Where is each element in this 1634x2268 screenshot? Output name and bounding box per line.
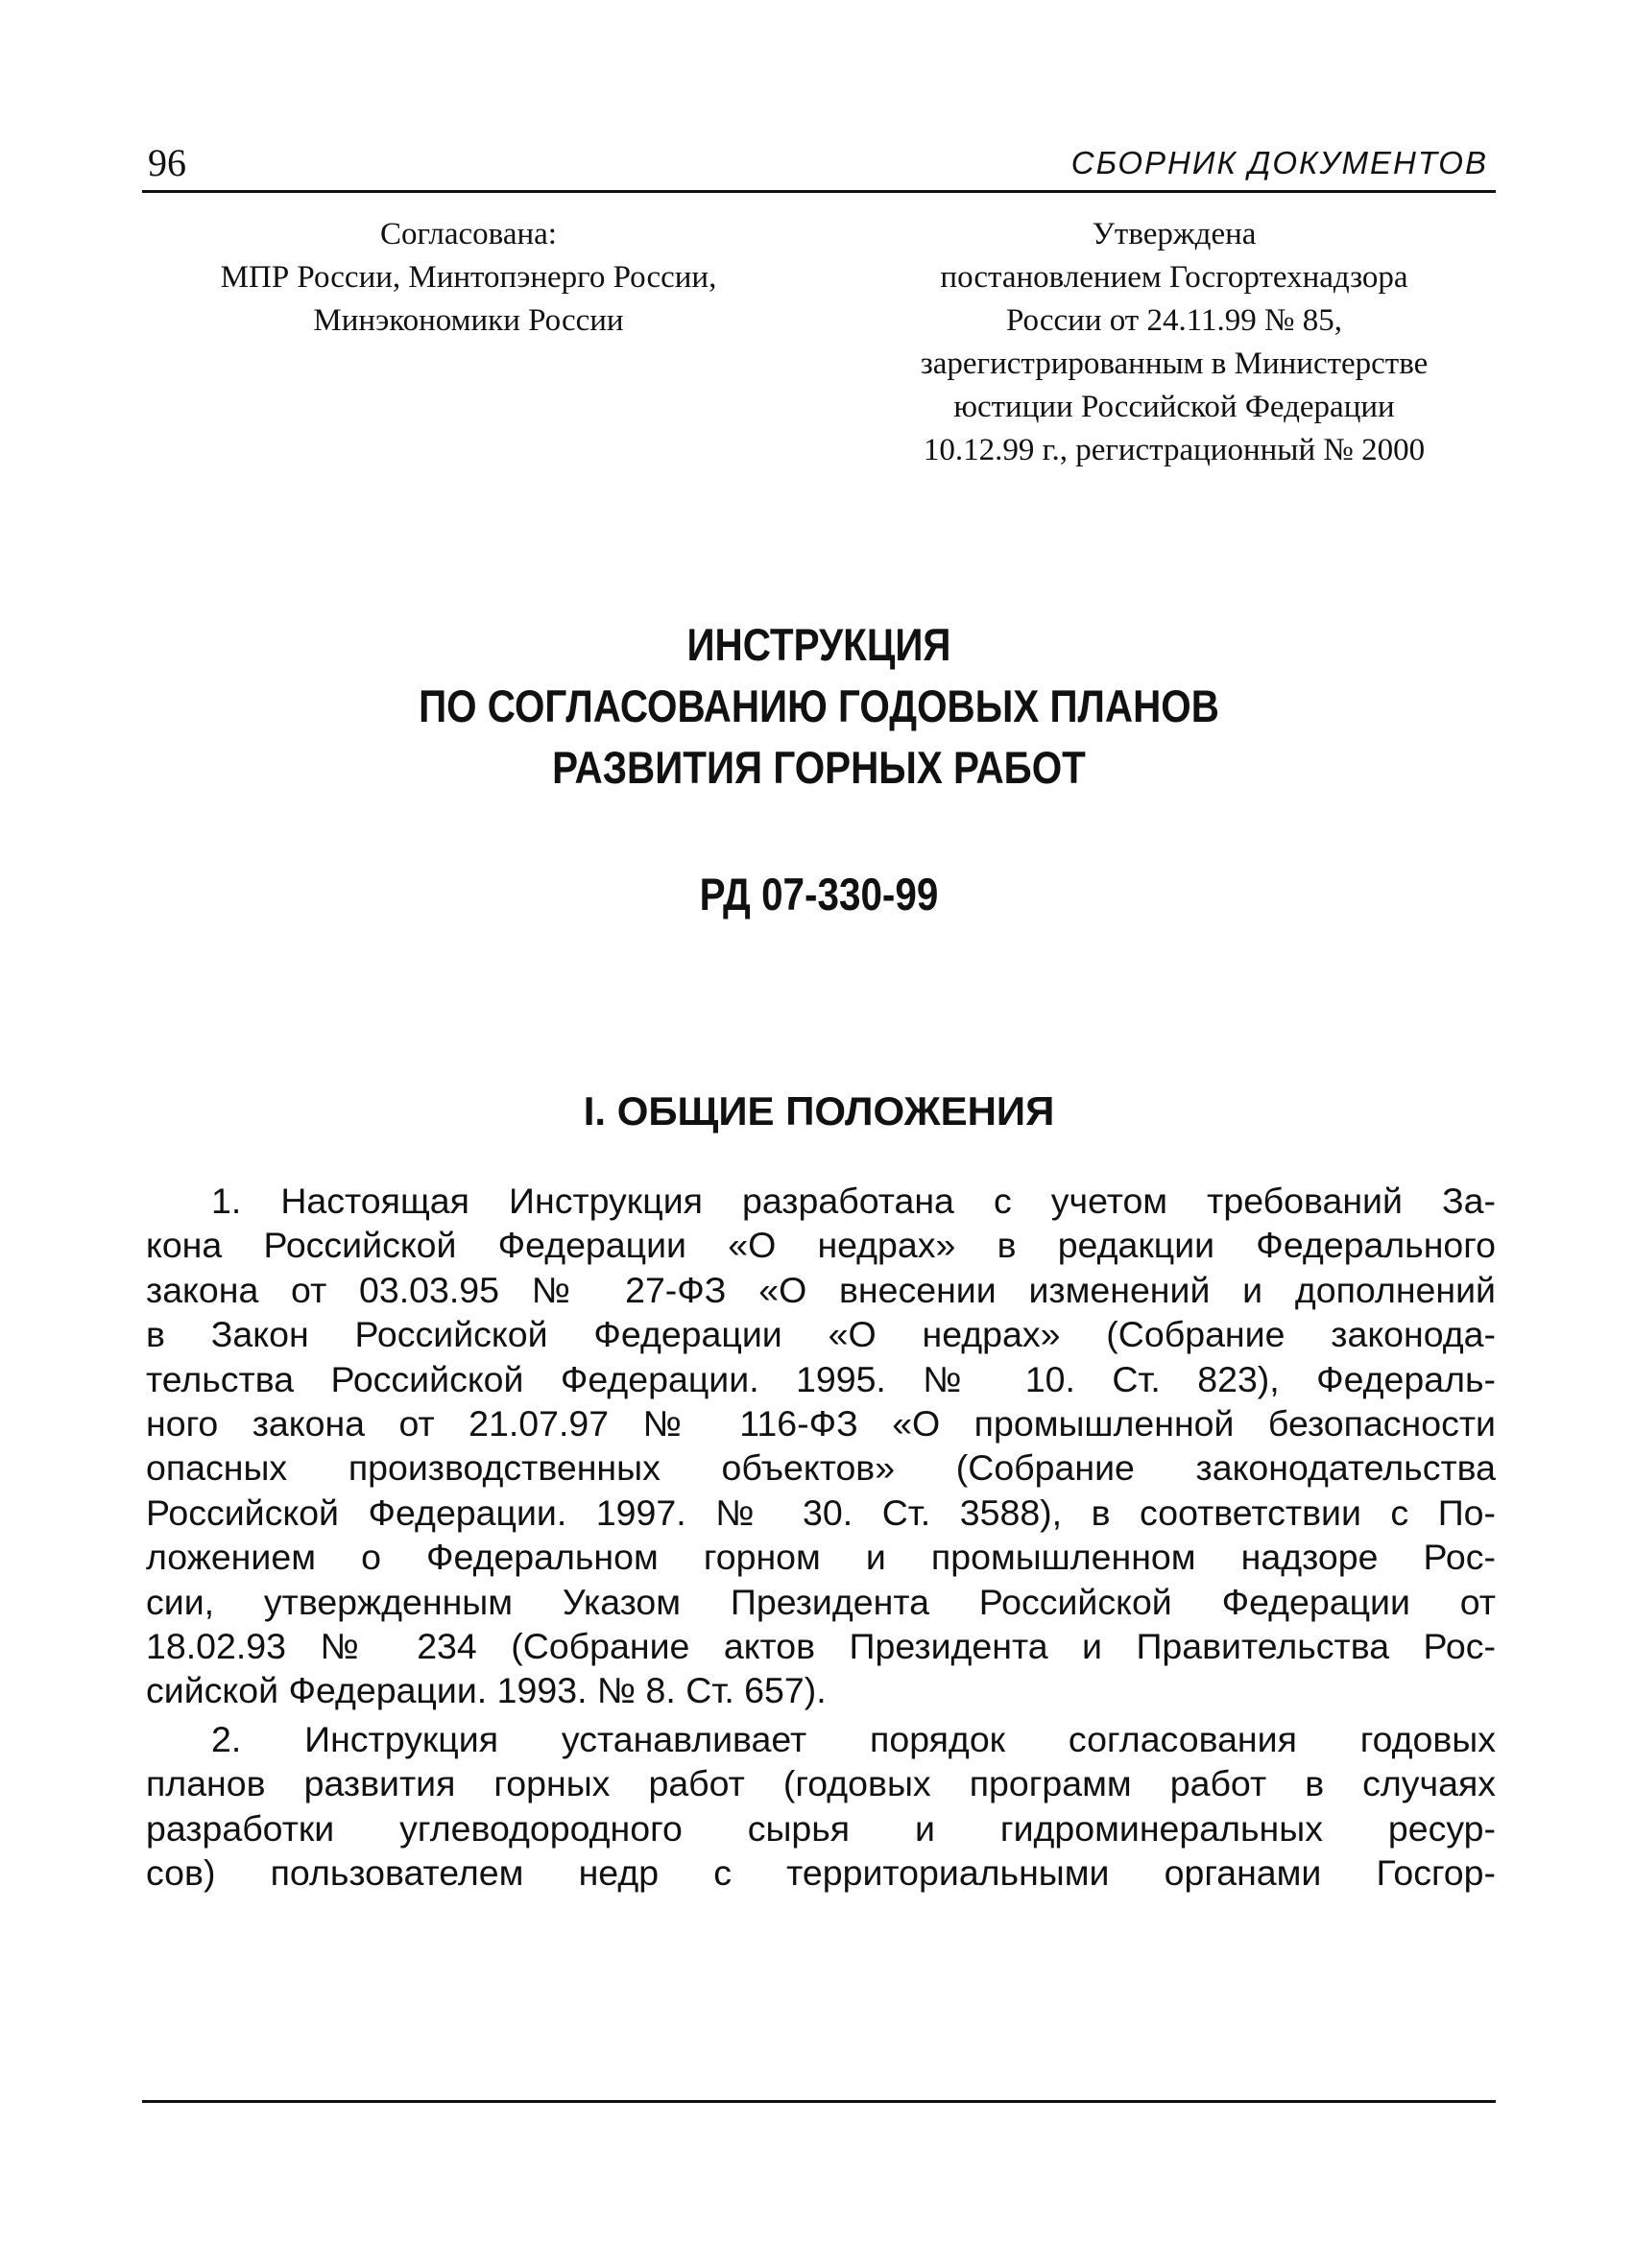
running-header [142,140,1496,193]
text-line: кона Российской Федерации «О недрах» в редакции Федерального [146,1225,1496,1266]
body-text [146,1179,1496,1896]
text-line: 2. Инструкция устанавливает порядок согласования годовых [211,1718,1496,1759]
approved-line: юстиции Российской Федерации [953,390,1395,424]
text-line: ного закона от 21.07.97 № 116-ФЗ «О промышленной безопасности [146,1403,1496,1444]
agreed-block [142,213,795,343]
text-line: разработки углеводородного сырья и гидроминеральных ресур- [146,1807,1496,1849]
agreed-line: Минэкономики России [313,303,624,338]
approved-line: зарегистрированным в Министерстве [920,346,1429,381]
collection-title: СБОРНИК ДОКУМЕНТОВ [1070,145,1488,180]
text-line: ложением о Федеральном горном и промышленном надзоре Рос- [146,1537,1496,1578]
agreed-line: МПР России, Минтопэнерго России, [220,260,717,295]
approved-block [853,213,1496,472]
text-line: опасных производственных объектов» (Собрание законодательства [146,1447,1496,1489]
title-line: ИНСТРУКЦИЯ [686,619,951,670]
paragraph-2 [146,1717,1496,1896]
section-heading: I. ОБЩИЕ ПОЛОЖЕНИЯ [583,1088,1055,1134]
text-line: 1. Настоящая Инструкция разработана с учетом требований За- [211,1181,1496,1221]
approved-label: Утверждена [1092,217,1257,251]
bottom-rule [142,2100,1496,2103]
agreed-label: Согласована: [380,217,557,251]
text-line: 18.02.93 № 234 (Собрание актов Президента и Правительства Рос- [146,1626,1496,1667]
text-line: тельства Российской Федерации. 1995. № 10. Ст. 823), Федераль- [146,1358,1496,1399]
paragraph-1 [146,1179,1496,1713]
approved-line: 10.12.99 г., регистрационный № 2000 [923,433,1426,467]
title-line: РАЗВИТИЯ ГОРНЫХ РАБОТ [552,742,1086,793]
text-line: планов развития горных работ (годовых программ работ в случаях [146,1763,1496,1804]
text-line: Российской Федерации. 1997. № 30. Ст. 3588), в соответствии с По- [146,1492,1496,1533]
text-line: в Закон Российской Федерации «О недрах» (Собрание законода- [146,1314,1496,1355]
title-line: ПО СОГЛАСОВАНИЮ ГОДОВЫХ ПЛАНОВ [419,680,1219,731]
text-line: закона от 03.03.95 № 27-ФЗ «О внесении изменений и дополнений [146,1269,1496,1310]
text-line: сии, утвержденным Указом Президента Российской Федерации от [146,1581,1496,1622]
document-page [142,0,1496,2268]
approved-line: России от 24.11.99 № 85, [1006,303,1342,338]
approved-line: постановлением Госгортехнадзора [940,260,1408,295]
page-number: 96 [148,141,186,184]
text-line: сийской Федерации. 1993. № 8. Ст. 657). [146,1670,827,1711]
document-code: РД 07-330-99 [699,869,939,919]
text-line: сов) пользователем недр с территориальными органами Госгор- [146,1852,1496,1894]
document-title [237,614,1402,799]
